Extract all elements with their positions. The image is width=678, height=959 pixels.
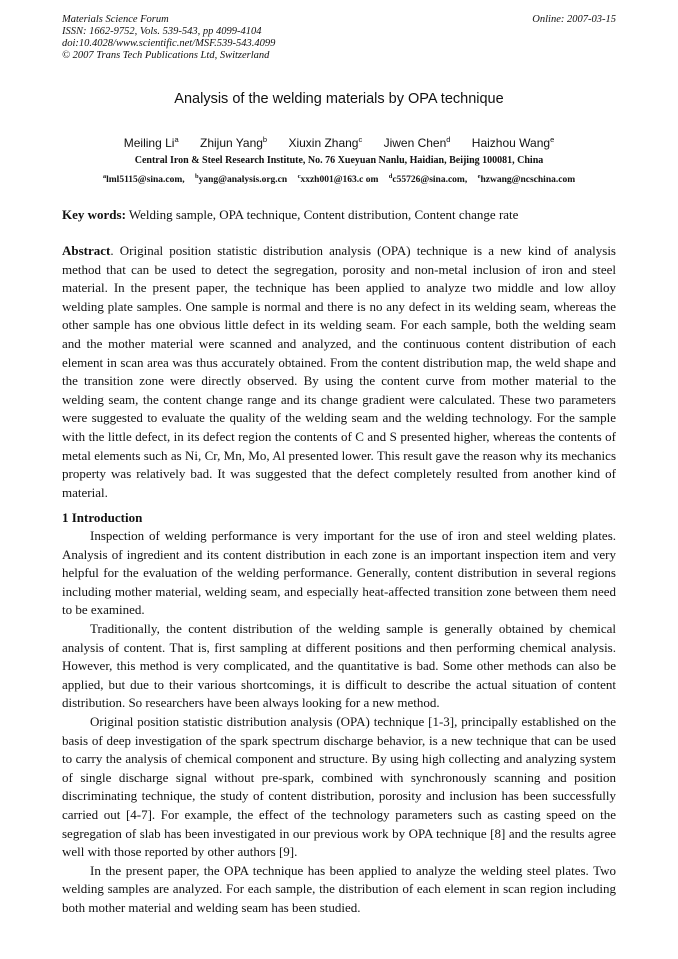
abstract-text: . Original position statistic distribution analysis (OPA) technique is a new kind of analysis method that can be used to detect the segregation, porosity and non-metal inclusion of iron and steel material. In the present paper, the technique has been applied to analyze two middle and low alloy welding plate samples. One sample is normal and there is no any defect in its welding seam, whereas the other sample has one obvious little defect in its welding seam. For each sample, both the welding seam and the mother material were scanned and analyzed, and the continuous content distribution of each element in scan area was thus accurately obtained. From the content distribution map, the weld shape and the transition zone were directly observed. By using the content curve from mother material to the welding seam, the content change range and its change gradient were calculated. These two parameters were suggested to evaluate the quality of the welding seam and the welding technology. For the sample with the little defect, in its defect region the contents of C and S presented higher, whereas the contents of metal elements such as Ni, Cr, Mn, Mo, Al presented lower. This result gave the reason why its mechanics property was relatively bad. It was suggested that the defect completely resulted from another kind of material. <box>62 243 616 500</box>
paper-title: Analysis of the welding materials by OPA technique <box>174 91 504 107</box>
email-list <box>62 173 616 185</box>
journal-header <box>62 14 616 62</box>
abstract-label: Abstract <box>62 243 111 258</box>
paragraph: Original position statistic distribution analysis (OPA) technique [1-3], principally established on the basis of deep investigation of the spark spectrum discharge behavior, is a new technique that can be used to carry the analysis of chemical component and structure. By using high collecting and analyzing system of single discharge signal without pre-spark, combined with synchronously scanning and position discriminating technique, the study of content distribution, porosity and inclusion has been successfully carried out [4-7]. For example, the effect of the technology parameters such as casting speed on the segregation of slab has been investigated in our previous work by OPA technique [8] and the results agree well with those reported by other authors [9]. <box>62 713 616 860</box>
email: $^d$c55726@sina.com, <box>388 173 468 186</box>
email: $^c$xxzh001@163.c om <box>297 173 379 186</box>
email: $^e$hzwang@ncschina.com <box>477 173 576 186</box>
email: $^b$yang@analysis.org.cn <box>195 173 288 186</box>
affiliation: Central Iron & Steel Research Institute, No. 76 Xueyuan Nanlu, Haidian, Beijing 100081, China <box>134 155 544 166</box>
keywords-label: Key words: <box>62 207 126 222</box>
author: Meiling Li$^a$ <box>123 135 179 150</box>
introduction-body <box>62 527 616 917</box>
copyright-line: © 2007 Trans Tech Publications Ltd, Switzerland <box>62 50 270 61</box>
author-list <box>62 135 616 150</box>
issn-line: ISSN: 1662-9752, Vols. 539-543, pp 4099-4104 <box>62 26 262 37</box>
abstract <box>62 242 616 502</box>
author: Haizhou Wang$^e$ <box>471 135 555 150</box>
paragraph: Inspection of welding performance is very important for the use of iron and steel welding plates. Analysis of ingredient and its content distribution in each zone is an important inspection item and very helpful for the evaluation of the welding performance. Generally, content distribution in several regions including mother material, welding seam, and especially heat-affected transition zone between them need to be examined. <box>62 528 616 618</box>
online-date: Online: 2007-03-15 <box>532 14 616 25</box>
author: Jiwen Chen$^d$ <box>383 135 451 150</box>
doi-line: doi:10.4028/www.scientific.net/MSF.539-543.4099 <box>62 38 276 49</box>
paragraph: In the present paper, the OPA technique has been applied to analyze the welding steel plates. Two welding samples are analyzed. For each sample, the distribution of each element in scan region including both mother material and welding seam has been studied. <box>62 862 616 915</box>
keywords <box>62 206 616 225</box>
section-heading: 1 Introduction <box>62 510 143 525</box>
author: Xiuxin Zhang$^c$ <box>288 135 363 150</box>
author: Zhijun Yang$^b$ <box>199 135 268 150</box>
journal-name: Materials Science Forum <box>62 14 169 25</box>
keywords-text: Welding sample, OPA technique, Content distribution, Content change rate <box>125 207 519 222</box>
email: $^a$lml5115@sina.com, <box>102 173 185 186</box>
paragraph: Traditionally, the content distribution of the welding sample is generally obtained by chemical analysis of content. That is, first sampling at different positions and then performing chemical analysis. However, this method is very complicated, and the quantitative is bad. Some other methods can also be applied, but due to their various shortcomings, it is difficult to describe the actual situation of content distribution. So researchers have been always looking for a new method. <box>62 620 616 711</box>
